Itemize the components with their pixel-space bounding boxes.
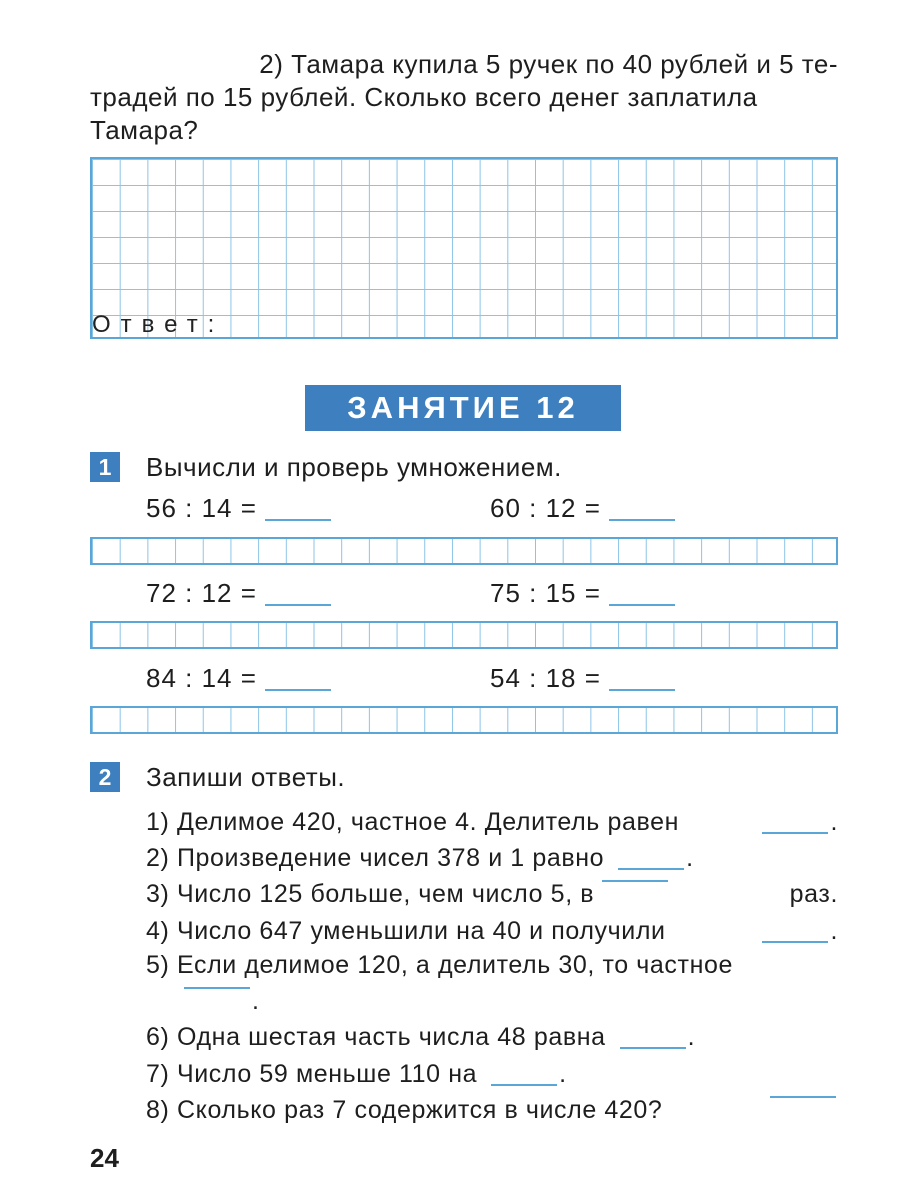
question-ending — [614, 1023, 696, 1052]
question-item — [146, 880, 838, 909]
question-text: 6) Одна шестая часть числа 48 равна — [146, 1023, 606, 1051]
question-item — [146, 917, 838, 946]
expression-text: 54 : 18 = — [490, 663, 601, 693]
answer-label: Ответ: — [92, 311, 225, 338]
expression — [146, 578, 331, 609]
expression — [146, 493, 331, 524]
question-text: 1) Делимое 420, частное 4. Делитель равен — [146, 808, 679, 836]
question-suffix: . — [830, 917, 838, 945]
answer-blank[interactable] — [609, 604, 675, 606]
answer-blank[interactable] — [184, 987, 250, 989]
prev-task-line: традей по 15 рублей. Сколько всего денег заплатила — [90, 82, 758, 112]
question-suffix: . — [559, 1060, 567, 1088]
page-number: 24 — [90, 1143, 119, 1173]
task-heading: Запиши ответы. — [146, 762, 346, 792]
expression-text: 56 : 14 = — [146, 493, 257, 523]
check-strip[interactable] — [90, 621, 838, 649]
answer-blank[interactable] — [609, 519, 675, 521]
question-item — [146, 1060, 838, 1089]
question-item — [146, 1096, 838, 1125]
question-suffix: . — [830, 808, 838, 836]
check-strip[interactable] — [90, 706, 838, 734]
question-text: 3) Число 125 больше, чем число 5, в — [146, 880, 595, 908]
question-text: 5) Если делимое 120, а делитель 30, то частное — [146, 951, 733, 979]
task-number-badge: 1 — [90, 452, 120, 482]
answer-blank[interactable] — [265, 519, 331, 521]
answer-blank[interactable] — [491, 1084, 557, 1086]
question-text: 7) Число 59 меньше 110 на — [146, 1060, 478, 1088]
lesson-banner: ЗАНЯТИЕ 12 — [305, 385, 621, 431]
expression-text: 84 : 14 = — [146, 663, 257, 693]
question-suffix: . — [686, 844, 694, 872]
question-item — [146, 951, 838, 980]
check-strip[interactable] — [90, 537, 838, 565]
task-number-badge: 2 — [90, 762, 120, 792]
expression-text: 75 : 15 = — [490, 578, 601, 608]
question-item — [146, 844, 838, 873]
question-item — [146, 808, 838, 837]
question-suffix: . — [687, 1023, 696, 1051]
expression — [490, 493, 675, 524]
expression-text: 60 : 12 = — [490, 493, 601, 523]
question-ending — [756, 808, 838, 837]
answer-blank[interactable] — [609, 689, 675, 691]
expression — [490, 578, 675, 609]
expression — [146, 663, 331, 694]
question-item — [146, 1023, 838, 1052]
question-suffix: . — [252, 987, 260, 1015]
question-text: 8) Сколько раз 7 содержится в числе 420? — [146, 1096, 663, 1124]
answer-blank[interactable] — [770, 1096, 836, 1098]
question-continuation — [184, 987, 260, 1016]
expression-text: 72 : 12 = — [146, 578, 257, 608]
prev-task-text — [90, 48, 838, 147]
answer-blank[interactable] — [265, 689, 331, 691]
answer-blank[interactable] — [620, 1047, 686, 1049]
question-text: 4) Число 647 уменьшили на 40 и получили — [146, 917, 666, 945]
task-heading: Вычисли и проверь умножением. — [146, 452, 562, 482]
answer-blank[interactable] — [762, 941, 828, 943]
answer-blank[interactable] — [762, 832, 828, 834]
question-ending — [612, 844, 694, 873]
question-ending — [485, 1060, 567, 1089]
prev-task-line: Тамара? — [90, 115, 199, 145]
answer-blank[interactable] — [265, 604, 331, 606]
prev-task-line: 2) Тамара купила 5 ручек по 40 рублей и 5 те- — [259, 49, 838, 79]
question-text: 2) Произведение чисел 378 и 1 равно — [146, 844, 605, 872]
answer-blank[interactable] — [602, 880, 668, 882]
question-suffix: раз. — [789, 880, 838, 908]
expression — [490, 663, 675, 694]
answer-blank[interactable] — [618, 868, 684, 870]
question-ending — [756, 917, 838, 946]
